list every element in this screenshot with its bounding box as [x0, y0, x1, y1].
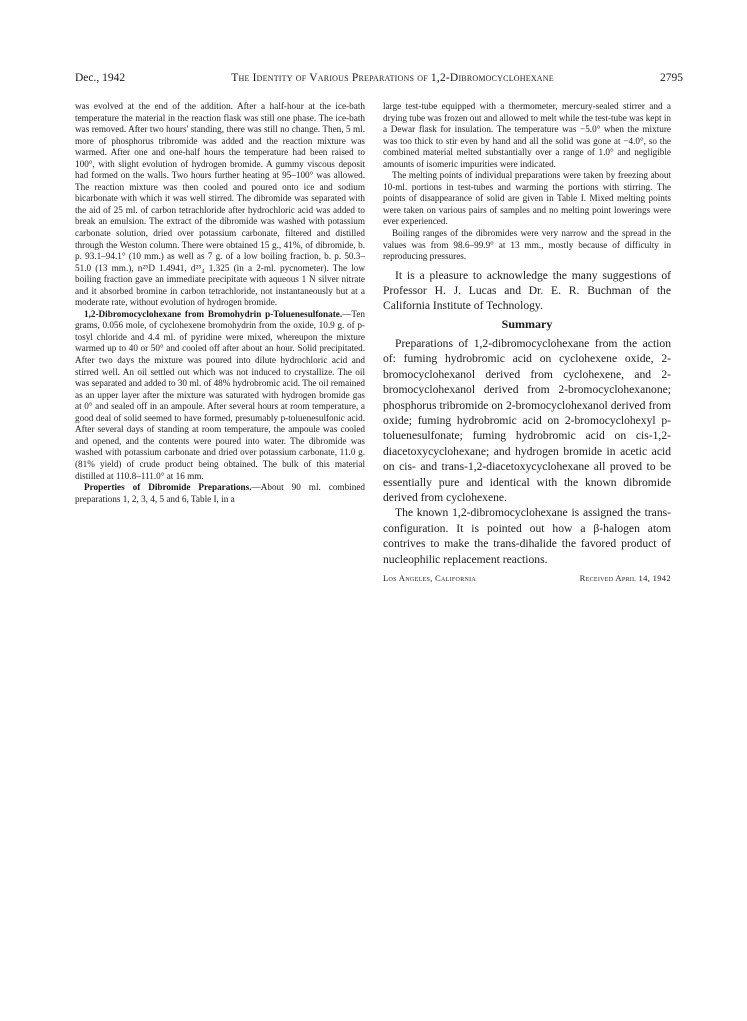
paragraph-melting-points: The melting points of individual preparations were taken by freezing about 10-ml. portions in test-tubes and warming the portions with stirring. The points of disappearance of solid are given in Table I. Mixed melting points were taken on various pairs of samples and no melting point lowerings were ever experienced.	[383, 170, 671, 227]
paragraph-experimental-continued: was evolved at the end of the addition. After a half-hour at the ice-bath temperature the material in the reaction flask was still one phase. The ice-bath was removed. After two hours' standing, there was still no change. Then, 5 ml. more of phosphorus tribromide was added and the reaction mixture was warmed. After one and one-half hours the temperature had been raised to 100°, with slight evolution of hydrogen bromide. A gummy viscous deposit had formed on the walls. Two hours further heating at 95–100° was allowed. The reaction mixture was then cooled and poured onto ice and sodium bicarbonate with which it was well stirred. The dibromide was separated with the aid of 25 ml. of carbon tetrachloride after hydrochloric acid was added to break an emulsion. The extract of the dibromide was washed with potassium carbonate solution, dried over potassium carbonate, filtered and distilled through the Weston column. There were obtained 15 g., 41%, of dibromide, b. p. 93.1–94.1° (10 mm.) as well as 7 g. of a low boiling fraction, b. p. 50.3–51.0 (13 mm.), n²⁵D 1.4941, d²⁵₄ 1.325 (in a 2-ml. pycnometer). The low boiling fraction gave an immediate precipitate with aqueous 1 N silver nitrate and it absorbed bromine in carbon tetrachloride, not instantaneously but at a moderate rate, without evolution of hydrogen bromide.	[75, 101, 365, 308]
signoff-line	[383, 573, 671, 583]
page-number: 2795	[659, 72, 683, 84]
summary-paragraph-1: Preparations of 1,2-dibromocyclohexane from the action of: fuming hydrobromic acid on cyclohexene oxide, 2-bromocyclohexanol derived from cyclohexene, and 2-bromocyclohexanol derived from 2-bromocyclohexanone; phosphorus tribromide on 2-bromocyclohexanol derived from oxide; fuming hydrobromic acid on 2-bromocyclohexyl p-toluenesulfonate; fuming hydrobromic acid on cis-1,2-diacetoxycyclohexane; and hydrogen bromide in acetic acid on cis- and trans-1,2-diacetoxycyclohexane all proved to be essentially pure and identical with the known dibromide derived from cyclohexene.	[383, 336, 671, 504]
paragraph-boiling-ranges: Boiling ranges of the dibromides were very narrow and the spread in the values was from 98.6–99.9° at 13 mm., mostly because of difficulty in reproducing pressures.	[383, 228, 671, 262]
paragraph-tosylate-body: —Ten grams, 0.056 mole, of cyclohexene bromohydrin from the oxide, 10.9 g. of p-tosyl chloride and 4.4 ml. of pyridine were mixed, whereupon the mixture warmed up to 40 or 50° and cooled off after about an hour. Solid precipitated. After two days the mixture was poured into dilute hydrochloric acid and stirred well. An oil settled out which was not induced to crystallize. The oil was separated and added to 30 ml. of 48% hydrobromic acid. The oil remained as an upper layer after the mixture was saturated with hydrogen bromide gas at 0° and sealed off in an ampoule. After several hours at room temperature, a good deal of solid seemed to have formed, presumably p-toluenesulfonic acid. After several days of standing at room temperature, the ampoule was cooled and opened, and the contents were poured into water. The dibromide was washed with potassium carbonate and dried over potassium carbonate, 11.0 g. (81% yield) of crude product being obtained. The bulk of this material distilled at 110.8–111.0° at 16 mm.	[75, 308, 365, 481]
paragraph-tosylate-prep	[75, 309, 365, 482]
paragraph-properties	[75, 482, 365, 505]
paragraph-acknowledgment: It is a pleasure to acknowledge the many suggestions of Professor H. J. Lucas and Dr. E. R. Buchman of the California Institute of Technology.	[383, 268, 671, 313]
running-title: The Identity of Various Preparations of 1,2-Dibromocyclohexane	[231, 72, 554, 84]
section-heading-tosylate: 1,2-Dibromocyclohexane from Bromohydrin p-Toluenesulfonate.	[84, 308, 343, 319]
right-column	[383, 101, 671, 583]
left-column	[75, 101, 365, 505]
paragraph-properties-body: —About 90 ml. combined preparations 1, 2, 3, 4, 5 and 6, Table I, in a	[75, 482, 365, 504]
section-heading-properties: Properties of Dibromide Preparations.	[84, 482, 252, 493]
issue-date: Dec., 1942	[75, 72, 126, 84]
paragraph-freezing: large test-tube equipped with a thermometer, mercury-sealed stirrer and a drying tube was frozen out and allowed to melt while the test-tube was kept in a Dewar flask for insulation. The temperature was −5.0° when the mixture was too thick to stir even by hand and all the solid was gone at −4.0°, so the combined material melted substantially over a range of 1.0° and negligible amounts of isomeric impurities were indicated.	[383, 101, 671, 169]
author-location: Los Angeles, California	[383, 572, 477, 583]
received-date: Received April 14, 1942	[579, 572, 671, 583]
summary-paragraph-2: The known 1,2-dibromocyclohexane is assigned the trans-configuration. It is pointed out how a β-halogen atom contrives to make the trans-dihalide the favored product of nucleophilic replacement reactions.	[383, 506, 671, 566]
summary-heading: Summary	[501, 316, 553, 331]
running-header	[75, 72, 683, 90]
